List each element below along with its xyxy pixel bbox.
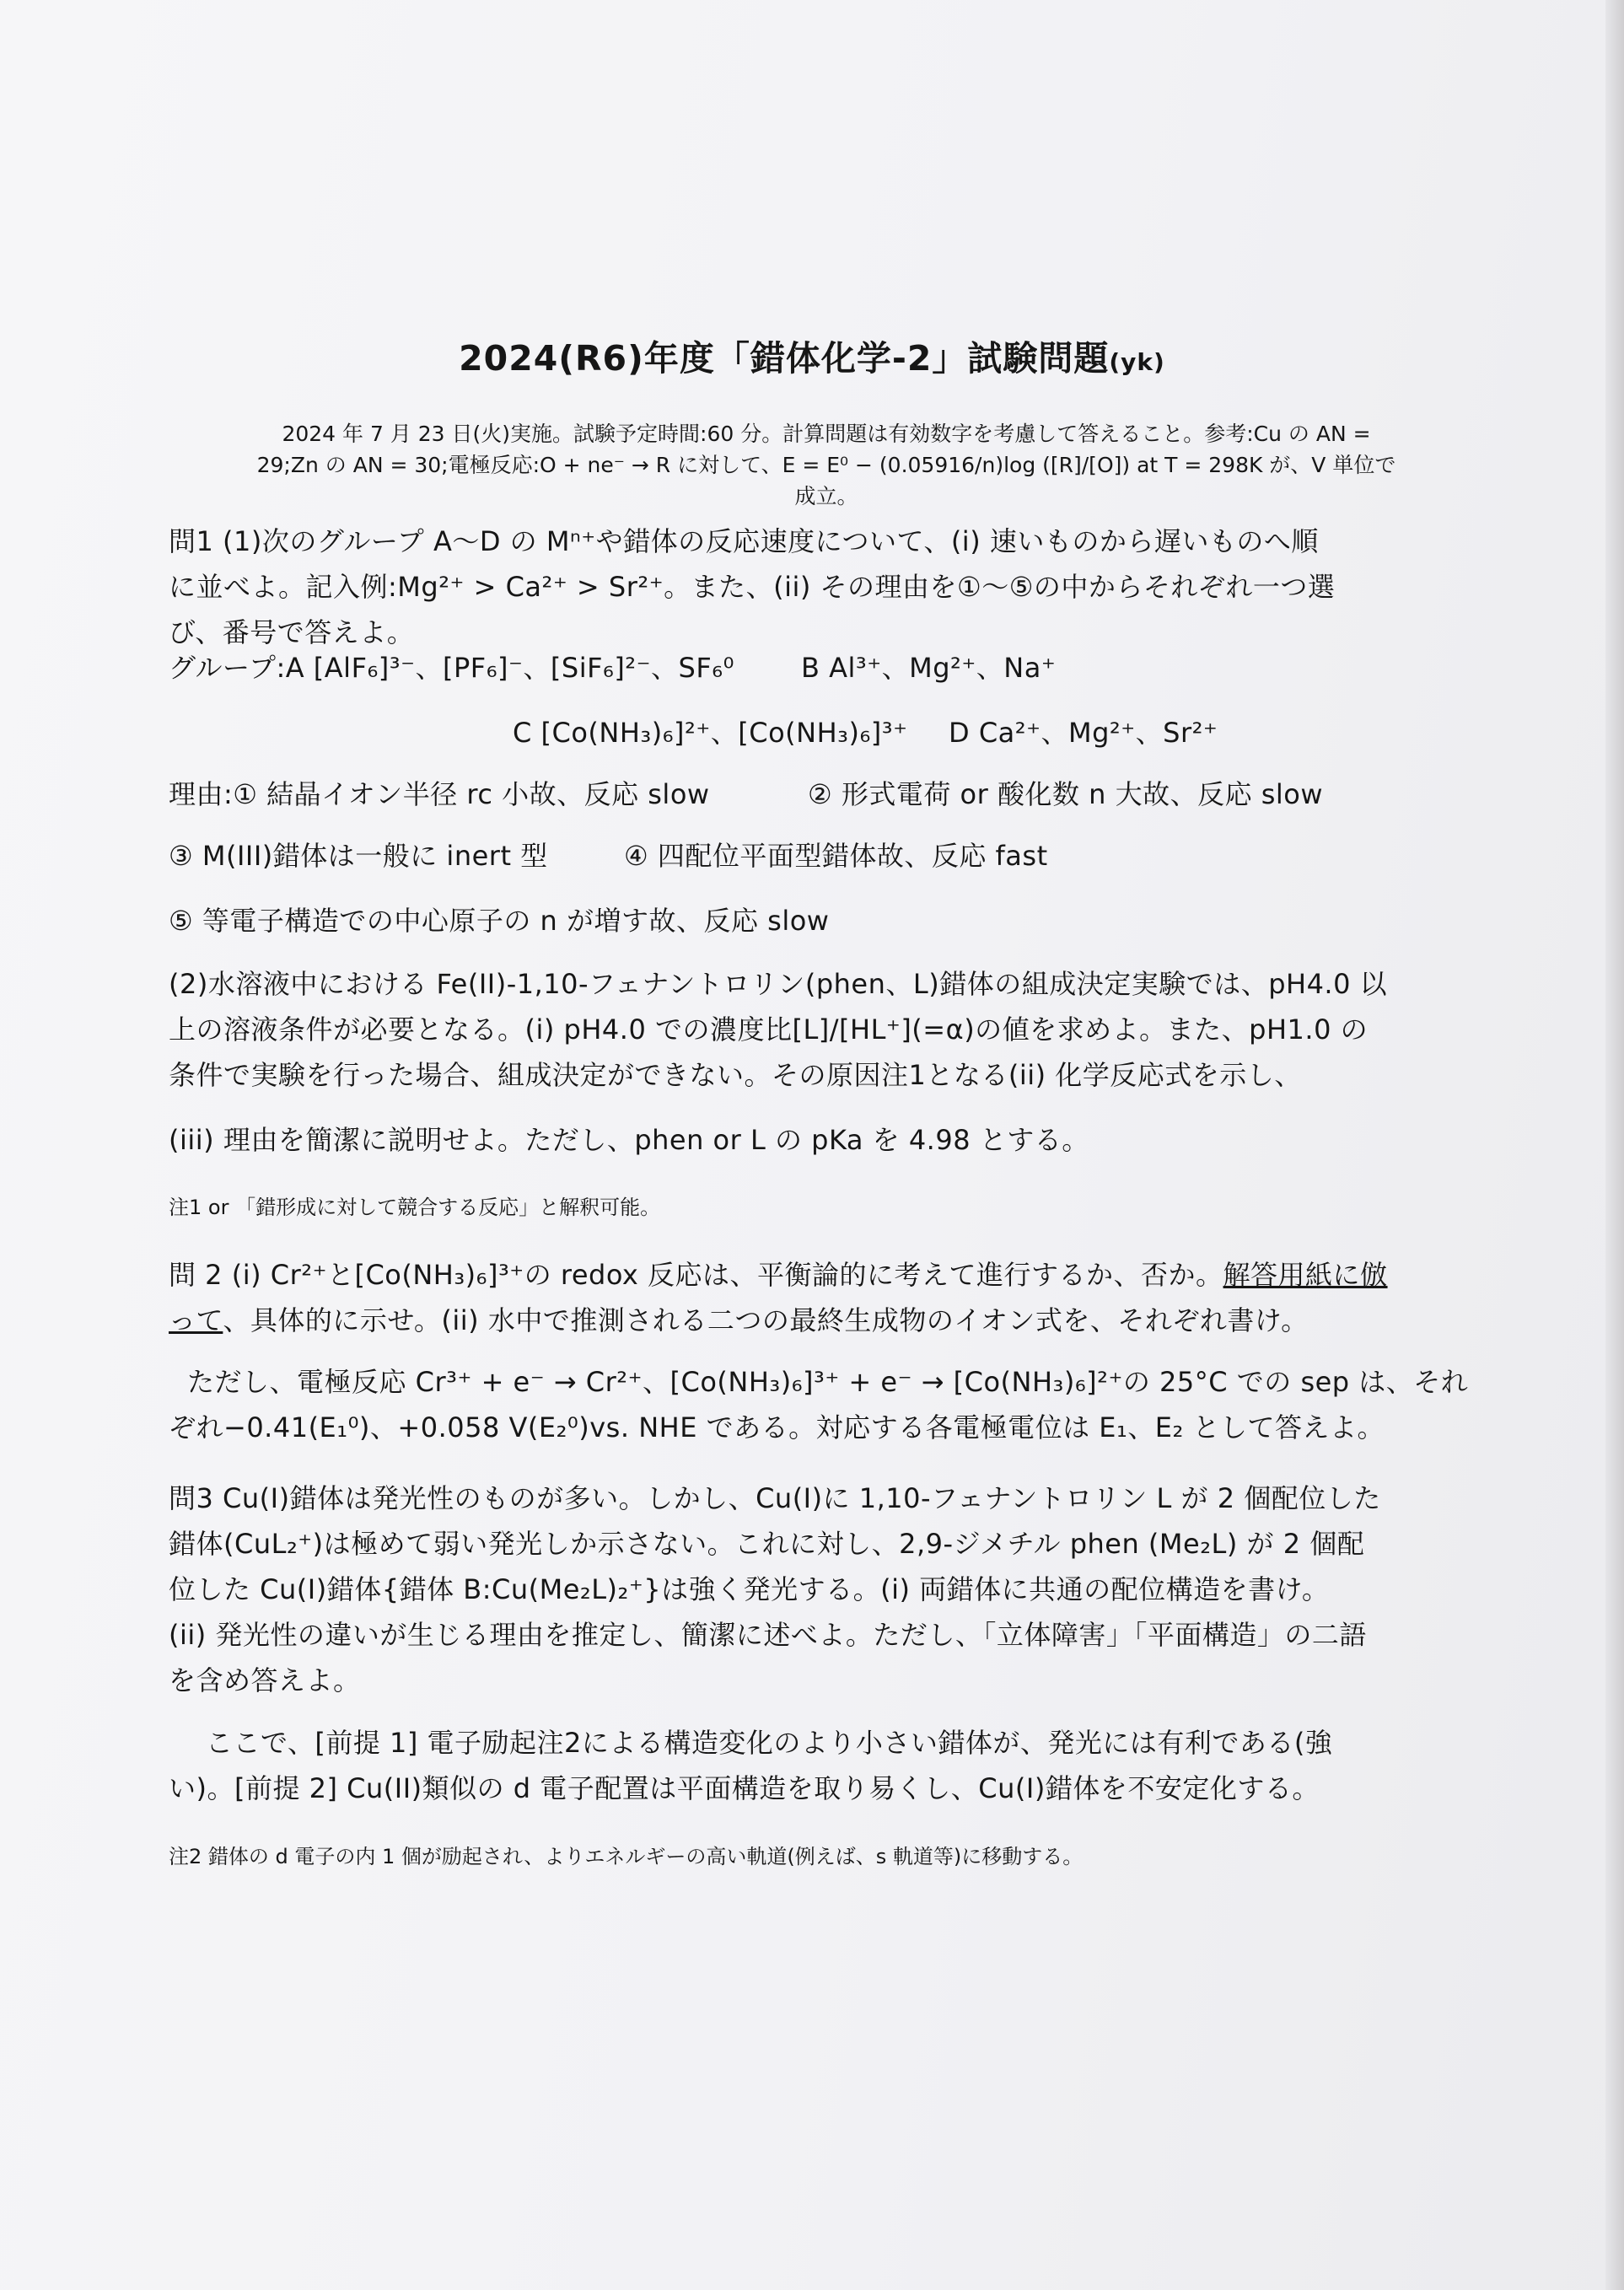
q2-line-2-text: 、具体的に示せ。(ii) 水中で推測される二つの最終生成物のイオン式を、それぞれ書け。 — [223, 1304, 1309, 1336]
q1-p2-line-4-wrap — [169, 1117, 1484, 1163]
q1-line-2: に並べよ。記入例:Mg²⁺ > Ca²⁺ > Sr²⁺。また、(ii) その理由を①〜⑤の中からそれぞれ一つ選 — [169, 571, 1336, 603]
q2-line-1 — [169, 1252, 1484, 1298]
question-1-part-2 — [169, 961, 1484, 1098]
q3-line-6: ここで、[前提 1] 電子励起注2による構造変化のより小さい錯体が、発光には有利である(強 — [206, 1727, 1333, 1759]
footnote-2-text: 注2 錯体の d 電子の内 1 個が励起され、よりエネルギーの高い軌道(例えば、s 軌道等)に移動する。 — [169, 1845, 1084, 1868]
q1-line-3: び、番号で答えよ。 — [169, 616, 415, 648]
question-3-premises — [169, 1720, 1484, 1811]
reason-5: ⑤ 等電子構造での中心原子の n が増す故、反応 slow — [169, 905, 830, 937]
footnote-1 — [169, 1191, 1484, 1224]
q1-groups-row-1 — [169, 645, 1484, 691]
group-b: B Al³⁺、Mg²⁺、Na⁺ — [801, 652, 1057, 684]
q1-p2-line-1: (2)水溶液中における Fe(II)-1,10-フェナントロリン(phen、L)錯体の組成決定実験では、pH4.0 以 — [169, 968, 1388, 1000]
footnote-2 — [169, 1840, 1484, 1873]
q3-line-4: (ii) 発光性の違いが生じる理由を推定し、簡潔に述べよ。ただし、「立体障害」「平面構造」の二語 — [169, 1619, 1367, 1651]
question-2-conditions — [169, 1359, 1484, 1450]
exam-instructions — [169, 418, 1484, 512]
q1-reasons-row-1 — [169, 771, 1484, 817]
q1-p2-line-3: 条件で実験を行った場合、組成決定ができない。その原因注1となる(ii) 化学反応式を示し、 — [169, 1059, 1302, 1091]
q2-line-3: ただし、電極反応 Cr³⁺ + e⁻ → Cr²⁺、[Co(NH₃)₆]³⁺ + e⁻ → [Co(NH₃)₆]²⁺の 25°C での sep は、それ — [187, 1366, 1469, 1398]
group-label: グループ: — [169, 652, 286, 684]
q3-line-5: を含め答えよ。 — [169, 1664, 361, 1696]
q2-line-2 — [169, 1298, 1484, 1343]
reason-4: ④ 四配位平面型錯体故、反応 fast — [624, 840, 1048, 872]
instructions-line-3: 成立。 — [794, 484, 858, 508]
q3-line-2: 錯体(CuL₂⁺)は極めて弱い発光しか示さない。これに対し、2,9-ジメチル phen (Me₂L) が 2 個配 — [169, 1528, 1365, 1560]
question-1-part-1 — [169, 519, 1484, 655]
instructions-line-2: 29;Zn の AN = 30;電極反応:O + ne⁻ → R に対して、E = E⁰ − (0.05916/n)log ([R]/[O]) at T = 298K が、V 単位で — [256, 453, 1396, 477]
reason-2: ② 形式電荷 or 酸化数 n 大故、反応 slow — [808, 778, 1324, 810]
q1-reasons-row-3 — [169, 898, 1484, 943]
group-d: D Ca²⁺、Mg²⁺、Sr²⁺ — [949, 717, 1218, 749]
q2-line-1-text: 問 2 (i) Cr²⁺と[Co(NH₃)₆]³⁺の redox 反応は、平衡論的に考えて進行するか、否か。 — [169, 1259, 1223, 1291]
footnote-1-text: 注1 or 「錯形成に対して競合する反応」と解釈可能。 — [169, 1196, 661, 1219]
q3-line-3: 位した Cu(I)錯体{錯体 B:Cu(Me₂L)₂⁺}は強く発光する。(i) 両錯体に共通の配位構造を書け。 — [169, 1573, 1330, 1605]
q2-underlined-1: 解答用紙に倣 — [1223, 1259, 1388, 1291]
exam-title — [0, 331, 1624, 380]
reason-label: 理由: — [169, 778, 234, 810]
q1-p2-line-2: 上の溶液条件が必要となる。(i) pH4.0 での濃度比[L]/[HL⁺](=α)の値を求めよ。また、pH1.0 の — [169, 1013, 1369, 1046]
reason-1: ① 結晶イオン半径 rc 小故、反応 slow — [233, 778, 710, 810]
group-c: C [Co(NH₃)₆]²⁺、[Co(NH₃)₆]³⁺ — [513, 717, 908, 749]
instructions-line-1: 2024 年 7 月 23 日(火)実施。試験予定時間:60 分。計算問題は有効数字を考慮して答えること。参考:Cu の AN = — [282, 422, 1371, 446]
title-suffix: (yk) — [1109, 348, 1165, 376]
question-2 — [169, 1252, 1484, 1343]
title-text: 2024(R6)年度「錯体化学-2」試験問題 — [459, 338, 1110, 379]
group-a: A [AlF₆]³⁻、[PF₆]⁻、[SiF₆]²⁻、SF₆⁰ — [285, 652, 734, 684]
q2-line-4: ぞれ−0.41(E₁⁰)、+0.058 V(E₂⁰)vs. NHE である。対応する各電極電位は E₁、E₂ として答えよ。 — [169, 1411, 1385, 1443]
question-3 — [169, 1476, 1484, 1703]
q1-reasons-row-2 — [169, 833, 1484, 879]
q3-line-1: 問3 Cu(I)錯体は発光性のものが多い。しかし、Cu(I)に 1,10-フェナントロリン L が 2 個配位した — [169, 1482, 1381, 1514]
q3-line-7: い)。[前提 2] Cu(II)類似の d 電子配置は平面構造を取り易くし、Cu(I)錯体を不安定化する。 — [169, 1772, 1320, 1804]
q1-p2-line-4: (iii) 理由を簡潔に説明せよ。ただし、phen or L の pKa を 4.98 とする。 — [169, 1124, 1089, 1156]
q1-line-1: 問1 (1)次のグループ A〜D の Mⁿ⁺や錯体の反応速度について、(i) 速いものから遅いものへ順 — [169, 525, 1319, 557]
q2-underlined-2: って — [169, 1304, 223, 1336]
reason-3: ③ M(III)錯体は一般に inert 型 — [169, 840, 548, 872]
